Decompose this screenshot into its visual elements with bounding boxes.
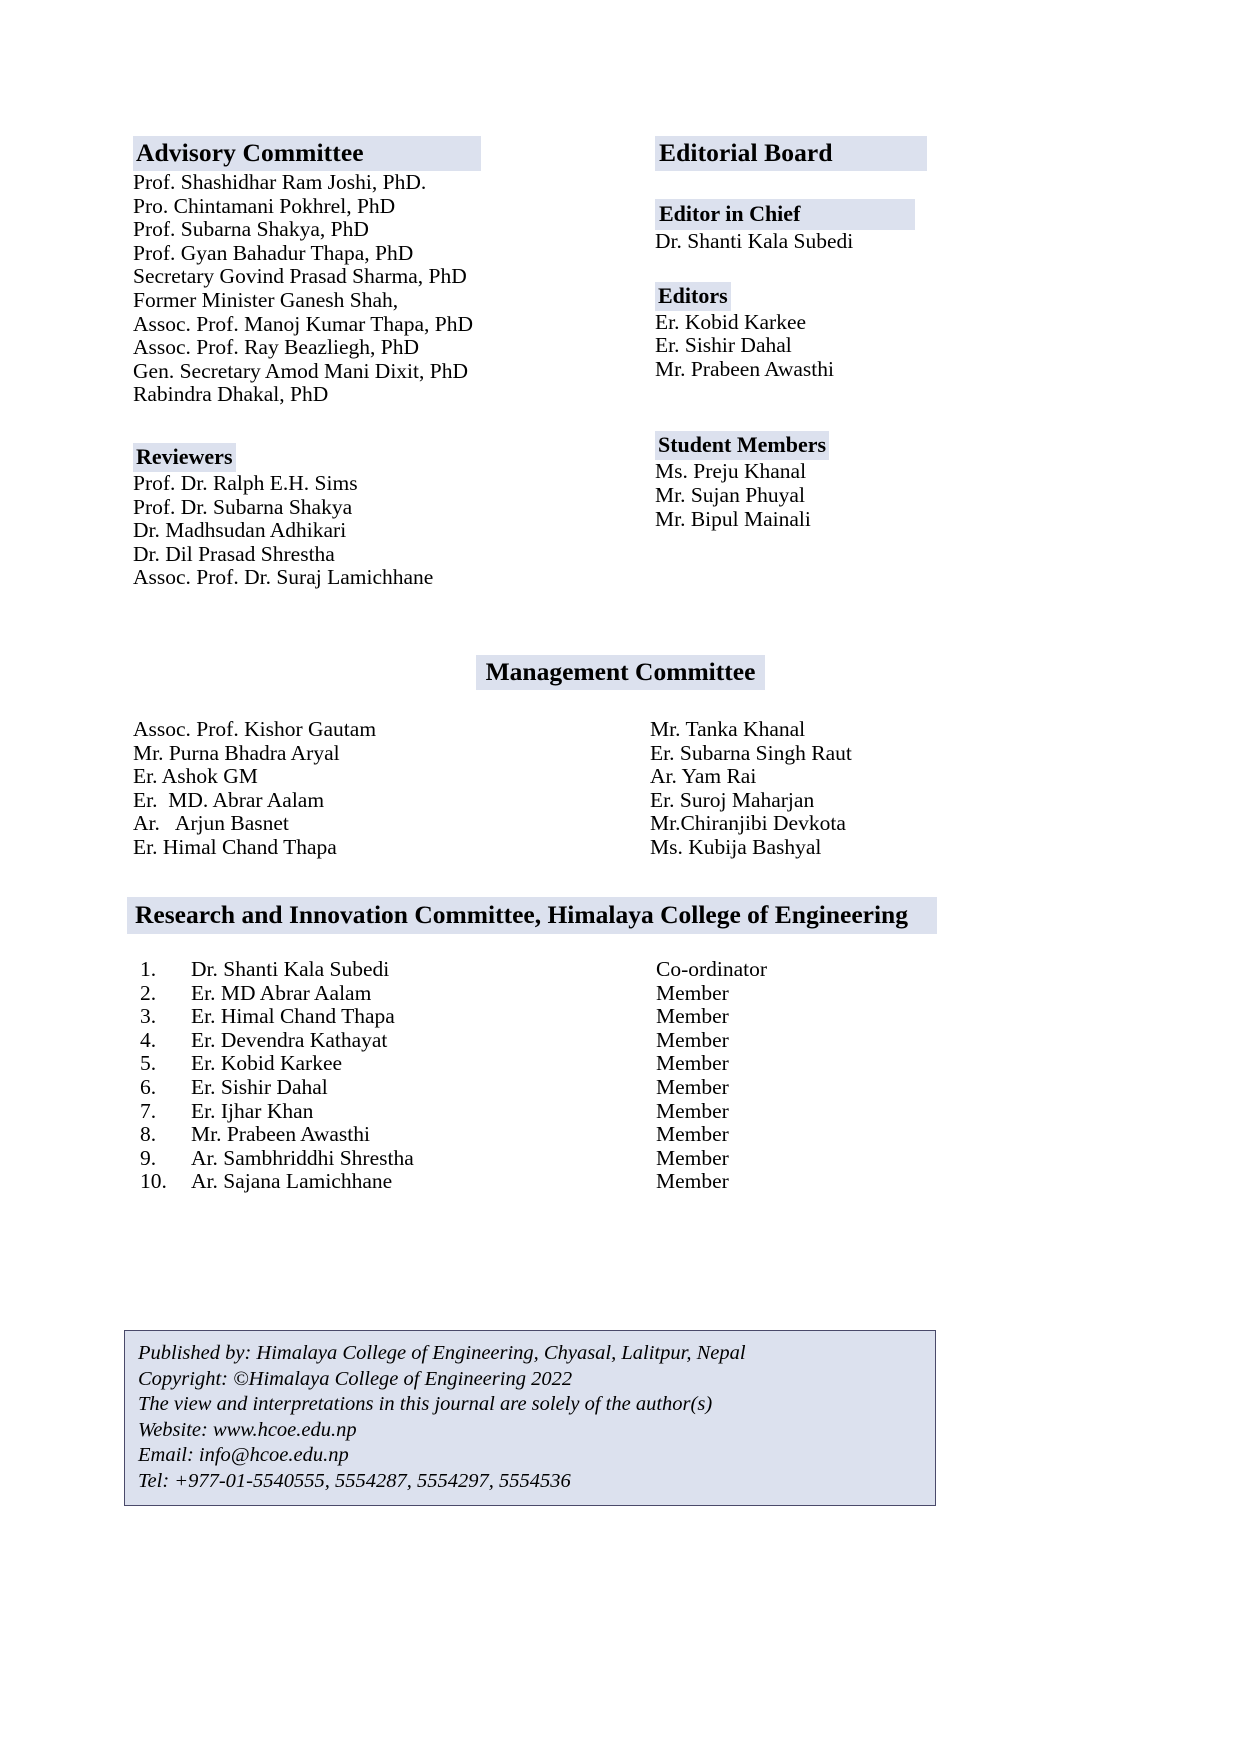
reviewers-heading: Reviewers bbox=[133, 443, 236, 472]
row-number: 10. bbox=[140, 1169, 167, 1194]
table-row bbox=[133, 1029, 933, 1053]
row-role: Member bbox=[656, 1098, 729, 1123]
table-row bbox=[133, 1170, 933, 1194]
spacer bbox=[655, 171, 1055, 199]
table-row bbox=[133, 1123, 933, 1147]
row-name: Er. Ijhar Khan bbox=[191, 1098, 314, 1123]
editorial-board-column bbox=[655, 136, 1055, 531]
row-name: Er. Kobid Karkee bbox=[191, 1051, 343, 1076]
list-item: Former Minister Ganesh Shah, bbox=[133, 288, 399, 313]
row-role: Member bbox=[656, 1051, 729, 1076]
row-number: 7. bbox=[140, 1098, 157, 1123]
row-name: Dr. Shanti Kala Subedi bbox=[191, 957, 390, 981]
table-row bbox=[133, 1076, 933, 1100]
list-item: Er. MD. Abrar Aalam bbox=[133, 787, 325, 812]
list-item: Prof. Dr. Subarna Shakya bbox=[133, 494, 353, 519]
reviewers-list bbox=[133, 472, 603, 590]
list-item: Er. Himal Chand Thapa bbox=[133, 834, 337, 859]
advisory-committee-list bbox=[133, 171, 603, 407]
row-number: 9. bbox=[140, 1145, 157, 1170]
list-item: Assoc. Prof. Manoj Kumar Thapa, PhD bbox=[133, 311, 473, 336]
row-role: Member bbox=[656, 1027, 729, 1052]
row-number: 3. bbox=[140, 1004, 157, 1029]
list-item: Ms. Kubija Bashyal bbox=[650, 834, 822, 859]
row-name: Mr. Prabeen Awasthi bbox=[191, 1122, 370, 1147]
list-item: Er. Kobid Karkee bbox=[655, 309, 807, 334]
list-item: Ar. Arjun Basnet bbox=[133, 811, 289, 836]
list-item: Prof. Shashidhar Ram Joshi, PhD. bbox=[133, 170, 427, 195]
published-by-line: Published by: Himalaya College of Engineering, Chyasal, Lalitpur, Nepal bbox=[138, 1342, 746, 1364]
list-item: Mr. Sujan Phuyal bbox=[655, 482, 805, 507]
row-number: 1. bbox=[140, 957, 157, 981]
list-item: Prof. Dr. Ralph E.H. Sims bbox=[133, 470, 358, 495]
management-committee-heading: Management Committee bbox=[476, 655, 766, 690]
row-name: Er. Devendra Kathayat bbox=[191, 1027, 388, 1052]
list-item: Mr. Prabeen Awasthi bbox=[655, 356, 834, 381]
student-members-heading-row bbox=[655, 431, 1055, 460]
editors-list bbox=[655, 311, 1055, 382]
editors-heading: Editors bbox=[655, 282, 731, 311]
table-row bbox=[133, 982, 933, 1006]
email-line: Email: info@hcoe.edu.np bbox=[138, 1444, 349, 1466]
list-item: Assoc. Prof. Kishor Gautam bbox=[133, 717, 377, 741]
list-item: Er. Suroj Maharjan bbox=[650, 787, 815, 812]
list-item: Secretary Govind Prasad Sharma, PhD bbox=[133, 264, 467, 289]
editors-heading-row bbox=[655, 282, 1055, 311]
table-row bbox=[133, 1005, 933, 1029]
table-row bbox=[133, 1100, 933, 1124]
row-name: Ar. Sajana Lamichhane bbox=[191, 1169, 393, 1194]
telephone-line: Tel: +977-01-5540555, 5554287, 5554297, 5554536 bbox=[138, 1469, 571, 1492]
management-committee-left-list bbox=[133, 718, 603, 860]
list-item: Er. Ashok GM bbox=[133, 764, 258, 789]
editor-in-chief-heading: Editor in Chief bbox=[655, 199, 915, 230]
copyright-line: Copyright: ©Himalaya College of Engineering 2022 bbox=[138, 1367, 573, 1390]
student-members-heading: Student Members bbox=[655, 431, 829, 460]
row-role: Member bbox=[656, 1074, 729, 1099]
row-number: 4. bbox=[140, 1027, 157, 1052]
management-committee-right-list bbox=[650, 718, 1070, 860]
publication-imprint-box bbox=[124, 1330, 936, 1506]
row-number: 8. bbox=[140, 1122, 157, 1147]
row-role: Co-ordinator bbox=[656, 957, 768, 981]
research-committee-heading-row bbox=[127, 897, 937, 934]
editorial-board-heading: Editorial Board bbox=[655, 136, 927, 171]
advisory-and-reviewers-column bbox=[133, 136, 603, 590]
list-item: Dr. Shanti Kala Subedi bbox=[655, 229, 854, 254]
row-number: 5. bbox=[140, 1051, 157, 1076]
table-row bbox=[133, 958, 933, 982]
list-item: Rabindra Dhakal, PhD bbox=[133, 382, 329, 407]
spacer bbox=[655, 381, 1055, 417]
row-role: Member bbox=[656, 980, 729, 1005]
student-members-list bbox=[655, 460, 1055, 531]
row-role: Member bbox=[656, 1004, 729, 1029]
list-item: Mr. Tanka Khanal bbox=[650, 717, 806, 741]
list-item: Er. Sishir Dahal bbox=[655, 333, 792, 358]
list-item: Prof. Gyan Bahadur Thapa, PhD bbox=[133, 240, 414, 265]
row-role: Member bbox=[656, 1122, 729, 1147]
research-committee-heading: Research and Innovation Committee, Himalaya College of Engineering bbox=[127, 897, 937, 934]
table-row bbox=[133, 1052, 933, 1076]
website-line: Website: www.hcoe.edu.np bbox=[138, 1418, 357, 1441]
row-name: Er. Sishir Dahal bbox=[191, 1074, 328, 1099]
row-role: Member bbox=[656, 1145, 729, 1170]
list-item: Dr. Madhsudan Adhikari bbox=[133, 518, 347, 543]
list-item: Mr.Chiranjibi Devkota bbox=[650, 811, 846, 836]
list-item: Mr. Bipul Mainali bbox=[655, 506, 811, 531]
row-role: Member bbox=[656, 1169, 729, 1194]
list-item: Dr. Dil Prasad Shrestha bbox=[133, 541, 335, 566]
advisory-committee-heading: Advisory Committee bbox=[133, 136, 481, 171]
list-item: Assoc. Prof. Dr. Suraj Lamichhane bbox=[133, 565, 434, 590]
list-item: Ms. Preju Khanal bbox=[655, 459, 807, 484]
spacer bbox=[655, 417, 1055, 431]
row-number: 6. bbox=[140, 1074, 157, 1099]
row-name: Er. MD Abrar Aalam bbox=[191, 980, 372, 1005]
row-number: 2. bbox=[140, 980, 157, 1005]
row-name: Er. Himal Chand Thapa bbox=[191, 1004, 395, 1029]
list-item: Gen. Secretary Amod Mani Dixit, PhD bbox=[133, 358, 468, 383]
list-item: Er. Subarna Singh Raut bbox=[650, 740, 852, 765]
list-item: Ar. Yam Rai bbox=[650, 764, 757, 789]
row-name: Ar. Sambhriddhi Shrestha bbox=[191, 1145, 414, 1170]
management-committee-heading-row bbox=[0, 655, 1241, 690]
list-item: Prof. Subarna Shakya, PhD bbox=[133, 217, 369, 242]
spacer bbox=[655, 254, 1055, 282]
disclaimer-line: The view and interpretations in this journal are solely of the author(s) bbox=[138, 1393, 713, 1415]
list-item: Pro. Chintamani Pokhrel, PhD bbox=[133, 193, 396, 218]
reviewers-heading-row bbox=[133, 443, 603, 472]
table-row bbox=[133, 1147, 933, 1171]
list-item: Mr. Purna Bhadra Aryal bbox=[133, 740, 340, 765]
spacer bbox=[133, 407, 603, 443]
list-item: Assoc. Prof. Ray Beazliegh, PhD bbox=[133, 335, 420, 360]
research-committee-table bbox=[133, 958, 933, 1194]
